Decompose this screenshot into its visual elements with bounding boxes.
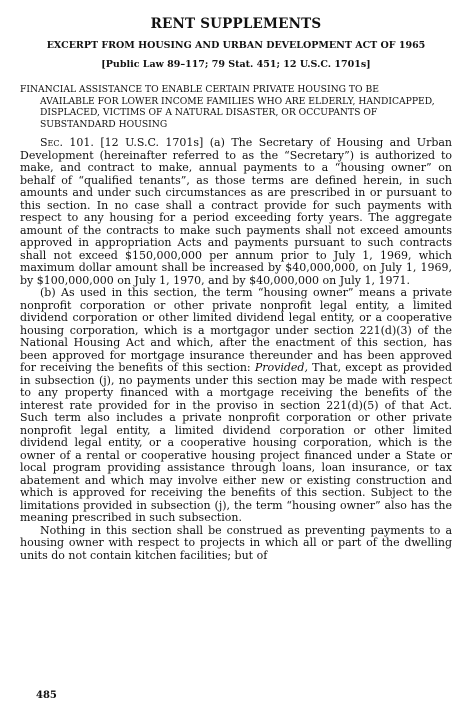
section-caption-line1: FINANCIAL ASSISTANCE TO ENABLE CERTAIN PRIVATE HOUSING TO BE	[20, 84, 379, 95]
paragraph-b-text-start: (b) As used in this section, the term “housing owner” means a private nonprofit corporation or other private nonprofit legal entity, a limited dividend corporation or other limited dividend legal entity, or a cooperative housing corporation, which is a mortgagor under section 221(d)(3) of the National Housing Act and which, after the enactment of this section, has been approved for mortgage insurance thereunder and has been approved for receiving the benefits of this section:	[20, 286, 452, 374]
section-caption-rest: AVAILABLE FOR LOWER INCOME FAMILIES WHO ARE ELDERLY, HANDICAPPED, DISPLACED, VICTIMS OF A NATURAL DISASTER, OR OCCUPANTS OF SUBSTANDARD HOUSING	[40, 95, 435, 130]
paragraph-a-text: [12 U.S.C. 1701s] (a) The Secretary of Housing and Urban Development (hereinafter referred to as the “Secretary”) is authorized to make, and contract to make, annual payments to a “housing owner” on behalf of “qualified tenants”, as those terms are defined herein, in such amounts and under such circumstances as are prescribed in or pursuant to this section. In no case shall a contract provide for such payments with respect to any housing for a period exceeding forty years. The aggregate amount of the contracts to make such payments shall not exceed amounts approved in appropriation Acts and payments pursuant to such contracts shall not exceed $150,000,000 per annum prior to July 1, 1969, which maximum dollar amount shall be increased by $40,000,000, on July 1, 1969, by $100,000,000 on July 1, 1970, and by $40,000,000 on July 1, 1971.	[20, 136, 453, 287]
provided-term: Provided,	[254, 361, 308, 374]
paragraph-a	[20, 137, 452, 287]
paragraph-b	[20, 287, 452, 525]
public-law-citation: [Public Law 89–117; 79 Stat. 451; 12 U.S.C. 1701s]	[101, 59, 371, 70]
paragraph-c: Nothing in this section shall be construed as preventing payments to a housing owner with respect to projects in which all or part of the dwelling units do not contain kitchen facilities; but of	[20, 523, 452, 562]
page-number: 485	[36, 690, 57, 701]
document-subtitle: EXCERPT FROM HOUSING AND URBAN DEVELOPMENT ACT OF 1965	[46, 40, 426, 51]
section-number: Sec. 101.	[40, 136, 94, 149]
section-caption	[20, 84, 452, 130]
document-title: RENT SUPPLEMENTS	[150, 16, 322, 32]
paragraph-b-text-end: That, except as provided in subsection (j), no payments under this section may be made with respect to any property financed with a mortgage receiving the benefits of the interest rate provided for in the proviso in section 221(d)(5) of that Act. Such term also includes a private nonprofit corporation or other private nonprofit legal entity, a limited dividend corporation or other limited dividend legal entity, or a cooperative housing corporation, which is the owner of a rental or cooperative housing project financed under a State or local program providing assistance through loans, loan insurance, or tax abatement and which may involve either new or existing construction and which is approved for receiving the benefits of this section. Subject to the limitations provided in subsection (j), the term “housing owner” also has the meaning prescribed in such subsection.	[20, 361, 452, 524]
